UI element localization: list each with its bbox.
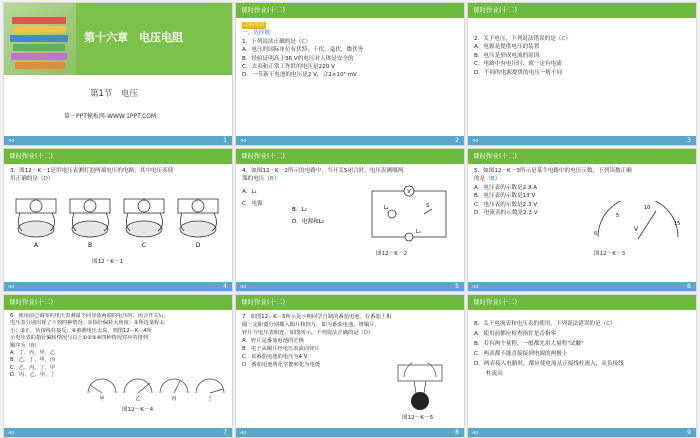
- label-a: A: [33, 242, 39, 249]
- answer: D: [363, 330, 368, 336]
- slide-7[interactable]: [3, 294, 233, 438]
- option-d-cont: 柱流出: [486, 371, 503, 377]
- slide-header-bar: [236, 295, 464, 310]
- tick-0: 0: [594, 231, 598, 237]
- answer: C: [561, 36, 566, 42]
- chapter-title: 第十六章 电压电阻: [84, 31, 183, 44]
- slide-header-bar: [236, 149, 464, 164]
- answer: C: [606, 321, 611, 327]
- badge: 达标巩固: [244, 22, 265, 28]
- slide-header-bar: [236, 3, 464, 18]
- slide-body: [10, 313, 226, 426]
- slide-3[interactable]: [467, 2, 697, 146]
- slide-footer: [236, 282, 464, 291]
- slide-header-bar: [4, 149, 232, 164]
- figure-caption: 图12－K－4: [122, 407, 154, 413]
- books-image: [4, 3, 76, 75]
- option-b: B．电子从铜片经电压表流向锌片: [242, 346, 320, 352]
- slide-body: [242, 21, 458, 134]
- option-c: C．该番茄电池的电压为4 V: [242, 354, 308, 360]
- figure-caption: 图12－K－2: [376, 251, 408, 257]
- option-b: B．经验证明高于36 V的电压对人体是安全的: [242, 55, 354, 62]
- option-a: A．电压的国际单位有伏特、千伏、毫伏、微伏等: [242, 47, 364, 54]
- slide-number: 3: [687, 137, 691, 144]
- option-b: B．若有两个量程，一般都先用大量程"试触": [474, 341, 584, 347]
- slide-header: 课时作业(十二): [9, 152, 54, 160]
- question-line-3: 锌片与电压表相连，如图所示。下列说法正确的是（D）: [242, 330, 374, 336]
- answer: D: [43, 176, 48, 183]
- lamp2-label: L₂: [416, 229, 421, 235]
- lamp1-label: L₁: [384, 205, 389, 211]
- slide-6[interactable]: [467, 148, 697, 292]
- slide-2[interactable]: [235, 2, 465, 146]
- audio-icon: ◃◃: [8, 283, 15, 290]
- option-c: C．两表都不能直接接到电源的两极上: [474, 351, 568, 357]
- slide-number: 7: [223, 429, 227, 436]
- question-line-1: 4．如图12－K－2所示的电路中，当开关S闭合时，电压表测哪两: [242, 168, 404, 174]
- audio-icon: ◃◃: [240, 137, 247, 144]
- tick-15: 15: [674, 221, 681, 227]
- option-c: C．电路中有电压时，就一定有电流: [474, 61, 562, 68]
- question-line-1: 5．如图12－K－3所示是某个电路中的电压示数，下列读数正确: [474, 168, 632, 174]
- slide-header: 课时作业(十二): [473, 6, 518, 14]
- slide-number: 1: [223, 137, 227, 144]
- circuit-a: [16, 199, 56, 237]
- tick-10: 10: [644, 205, 651, 211]
- meter-jia: 甲: [99, 396, 105, 401]
- source-text: 第一PPT模板网-WWW.1PPT.COM: [64, 113, 157, 120]
- meter-yi: 乙: [135, 396, 141, 401]
- option-a: A．电源是提供电压的装置: [474, 44, 540, 51]
- circuit-c: [124, 199, 164, 237]
- option-b: B．电压表的示数是13 V: [474, 193, 536, 200]
- slide-footer: [4, 428, 232, 437]
- question-line-2: 电压表分别出现了下列四种情况：①指针偏转大角度；②所选量程太: [10, 320, 165, 327]
- question: 1．下列说法正确的是（C）: [242, 38, 312, 45]
- slide-footer: [236, 428, 464, 437]
- slide-header: 课时作业(十二): [241, 6, 286, 14]
- option-b: B．L₂: [292, 207, 307, 213]
- slide-footer: [468, 428, 696, 437]
- tick-5: 5: [616, 213, 620, 219]
- slide-footer: [468, 282, 696, 291]
- section-heading: 一、选择题: [242, 30, 270, 37]
- option-c: C．去表和正常工作时的电压是220 V: [242, 64, 335, 71]
- slide-number: 6: [687, 283, 691, 290]
- slide-header: 课时作业(十二): [241, 152, 286, 160]
- figure-caption: 图12－K－3: [594, 251, 626, 257]
- slide-header: 课时作业(十二): [473, 152, 518, 160]
- slide-8[interactable]: [235, 294, 465, 438]
- audio-icon: ◃◃: [472, 137, 479, 144]
- option-d: D．电流表的示数是2.3 V: [474, 210, 538, 217]
- option-b: B．电压是形成电流的原因: [474, 52, 540, 59]
- slide-footer: [236, 136, 464, 145]
- slide-header-bar: [468, 295, 696, 310]
- question-line-4: 示电压表的指针偏转情况与以上①②③④四种情况对应的排列: [10, 335, 148, 342]
- slide-9[interactable]: [467, 294, 697, 438]
- audio-icon: ◃◃: [240, 429, 247, 436]
- section-title: 第1节 电压: [90, 89, 138, 99]
- voltmeter-dial: [586, 201, 690, 245]
- option-d: D．两表接入电路时，都应使电流从正接线柱流入，从负接线: [474, 361, 624, 367]
- slide-1[interactable]: [3, 2, 233, 146]
- question-line-1: 3．图12－K－1是用电压表测灯泡两端电压的电路，其中电压表使: [10, 168, 174, 174]
- slide-header: 课时作业(十二): [9, 298, 54, 306]
- slide-number: 4: [223, 283, 227, 290]
- question: 8．关于电流表和电压表的使用，下列说法错误的是（C）: [474, 321, 616, 327]
- voltmeter-label: V: [407, 189, 411, 195]
- audio-icon: ◃◃: [472, 283, 479, 290]
- question-line-3: 小；③正、负接线柱接反；④被测电压太高，则图12－K－4所: [10, 327, 152, 334]
- answer: B: [490, 176, 495, 183]
- slide-footer: [4, 282, 232, 291]
- option-d: D．一节新干电池的电压是2 V，合2×10³ mV: [242, 72, 357, 79]
- option-a: A．L₁: [242, 188, 257, 195]
- circuit-b: [70, 199, 110, 237]
- answer: C: [301, 38, 306, 45]
- option-d: D．番茄电池将化学能转化为电能: [242, 362, 321, 368]
- circuit-diagram: [364, 185, 454, 247]
- answer: B: [269, 176, 274, 183]
- question-line-2: 用正确的是（D）: [10, 176, 54, 183]
- slide-4[interactable]: [3, 148, 233, 292]
- question-line-5: 顺序为（B）: [10, 342, 40, 349]
- slide-header-bar: [468, 149, 696, 164]
- slide-header: 课时作业(十二): [473, 298, 518, 306]
- audio-icon: ◃◃: [8, 429, 15, 436]
- slide-number: 2: [455, 137, 459, 144]
- slide-5[interactable]: [235, 148, 465, 292]
- option-d: D．电源和L₂: [292, 219, 325, 225]
- option-c: C．乙、丙、丁、甲: [10, 364, 56, 371]
- question-line-2: 端的电压（B）: [242, 176, 280, 183]
- option-a: A．电压表的示数是2.3 A: [474, 184, 538, 191]
- audio-icon: ◃◃: [472, 429, 479, 436]
- label-b: B: [87, 242, 93, 249]
- slide-body: [474, 35, 690, 134]
- option-c: C．电源: [242, 201, 263, 208]
- slide-body: [474, 319, 690, 426]
- option-b: B．乙、丁、甲、丙: [10, 357, 56, 364]
- question-line-1: 6．使用前已调零的电压表测量不同导体两端的电压时，闭合开关后，: [10, 313, 169, 319]
- circuit-figures: [12, 191, 226, 251]
- slide-number: 9: [687, 429, 691, 436]
- meter-bing: 丙: [171, 396, 177, 401]
- audio-icon: ◃◃: [8, 137, 15, 144]
- unit-v: V: [634, 226, 639, 233]
- slide-number: 8: [455, 429, 459, 436]
- slide-header-bar: [4, 295, 232, 310]
- figure-caption: 图12－K－5: [402, 415, 434, 421]
- option-c: C．电压表的示数是2.3 V: [474, 201, 538, 208]
- label-d: D: [195, 242, 201, 249]
- switch-label: S: [426, 203, 430, 209]
- option-a: A．使用前都应检查指针是否指零: [474, 331, 557, 337]
- option-d: D．不同的电源提供的电压一般不同: [474, 69, 563, 76]
- slide-number: 5: [455, 283, 459, 290]
- option-a: A．丁、丙、甲、乙: [10, 350, 56, 357]
- circuit-d: [178, 199, 218, 237]
- audio-icon: ◃◃: [240, 283, 247, 290]
- label-c: C: [141, 242, 147, 249]
- meter-ding: 丁: [207, 396, 213, 401]
- question-line-1: 7．如图12－K－5所示是小明同学自制的番茄电池，在番茄上相: [242, 314, 392, 320]
- slide-footer: [4, 136, 232, 145]
- option-d: D．丙、乙、甲、丁: [10, 372, 56, 379]
- question-line-2: 的是（B）: [474, 176, 501, 183]
- question-line-2: 隔一定距离分别插入铜片和锌片，即为番茄电池。将铜片、: [242, 322, 380, 328]
- meters-figure: [84, 371, 228, 401]
- slide-header-bar: [468, 3, 696, 18]
- slide-footer: [468, 136, 696, 145]
- answer: B: [30, 342, 35, 349]
- option-a: A．锌片是番茄电池的正极: [242, 338, 304, 344]
- tomato-battery-figure: [386, 363, 456, 411]
- slide-header: 课时作业(十二): [241, 298, 286, 306]
- question: 2．关于电压，下列说法错误的是（C）: [474, 36, 571, 42]
- figure-caption: 图12－K－1: [92, 259, 124, 265]
